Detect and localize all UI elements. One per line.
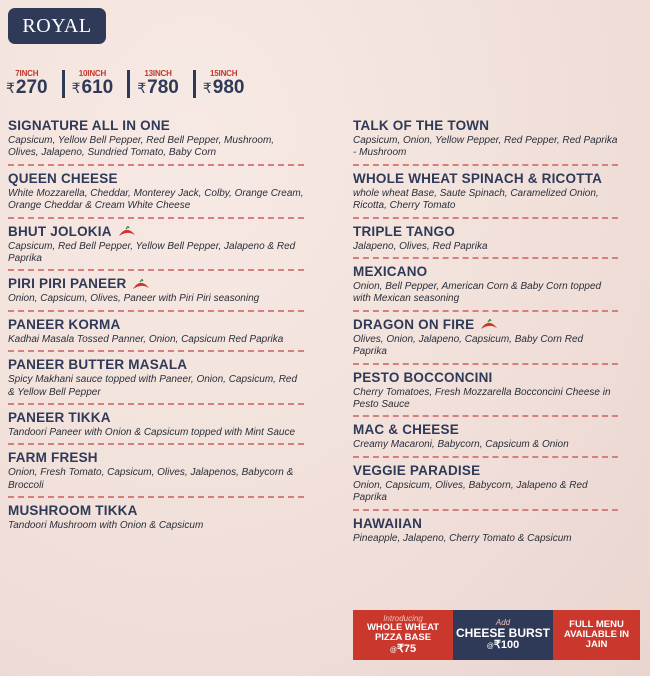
menu-item	[353, 516, 618, 549]
banner-intro: Add	[495, 617, 511, 627]
at-symbol: @	[389, 646, 397, 654]
menu-item	[353, 118, 618, 166]
menu-item	[8, 410, 304, 445]
menu-item	[8, 317, 304, 352]
price-amount: 980	[212, 77, 245, 98]
item-description: Tandoori Paneer with Onion & Capsicum topped with Mint Sauce	[8, 427, 296, 439]
chili-icon	[118, 226, 136, 237]
chili-icon	[132, 279, 150, 290]
item-name: DRAGON ON FIRE	[353, 316, 475, 332]
item-description: Onion, Capsicum, Olives, Babycorn, Jalapeno & Red Paprika	[353, 479, 588, 504]
item-name: TALK OF THE TOWN	[353, 118, 490, 133]
item-name: SIGNATURE ALL IN ONE	[8, 118, 171, 133]
item-description: Spicy Makhani sauce topped with Paneer, Onion, Capsicum, Red & Yellow Bell Pepper	[8, 374, 298, 398]
item-description: whole wheat Base, Saute Spinach, Caramelized Onion, Ricotta, Cherry Tomato	[353, 187, 599, 212]
banner-price: ₹100	[493, 638, 520, 651]
chili-icon	[480, 319, 498, 330]
item-description: Pineapple, Jalapeno, Cherry Tomato & Capsicum	[353, 532, 572, 544]
divider	[193, 70, 196, 98]
menu-item	[8, 357, 304, 405]
rupee-symbol: ₹	[137, 80, 147, 96]
item-description: Onion, Fresh Tomato, Capsicum, Olives, Jalapenos, Babycorn & Broccoli	[8, 467, 294, 491]
banner-title: CHEESE BURST	[455, 625, 550, 640]
item-description: Cherry Tomatoes, Fresh Mozzarella Bocconcini Cheese in Pesto Sauce	[353, 386, 611, 411]
menu-item	[353, 224, 618, 259]
menu-item	[8, 450, 304, 498]
item-name: PANEER TIKKA	[8, 410, 111, 426]
menu-item	[353, 317, 618, 365]
price-10-inch	[62, 69, 128, 98]
item-name: MAC & CHEESE	[353, 422, 459, 438]
item-name: VEGGIE PARADISE	[353, 462, 481, 478]
price-7-inch	[6, 69, 62, 98]
item-name: BHUT JOLOKIA	[8, 223, 112, 239]
cheese-burst-banner	[453, 610, 553, 660]
item-name: PIRI PIRI PANEER	[8, 276, 127, 292]
item-name: TRIPLE TANGO	[353, 223, 455, 239]
item-description: Capsicum, Red Bell Pepper, Yellow Bell Pepper, Jalapeno & Red Paprika	[8, 240, 296, 265]
banner-title: FULL MENU AVAILABLE IN JAIN	[563, 619, 630, 650]
rupee-symbol: ₹	[71, 80, 81, 96]
menu-item	[8, 171, 304, 219]
item-description: Onion, Capsicum, Olives, Paneer with Piri Piri seasoning	[8, 293, 260, 305]
item-description: Olives, Onion, Jalapeno, Capsicum, Baby Corn Red Paprika	[353, 333, 584, 358]
menu-item	[8, 118, 304, 166]
item-name: PESTO BOCCONCINI	[353, 369, 493, 385]
item-description: Creamy Macaroni, Babycorn, Capsicum & Onion	[353, 439, 569, 451]
size-label: 10INCH	[78, 69, 107, 78]
whole-wheat-banner	[353, 610, 453, 660]
menu-item	[353, 463, 618, 511]
rupee-symbol: ₹	[202, 80, 212, 96]
price-amount: 270	[15, 77, 48, 98]
price-amount: 610	[81, 77, 114, 98]
price-13-inch	[127, 69, 193, 98]
at-symbol: @	[486, 642, 494, 650]
item-description: Onion, Bell Pepper, American Corn & Baby Corn topped with Mexican seasoning	[353, 281, 602, 305]
menu-item	[353, 370, 618, 418]
rupee-symbol: ₹	[6, 80, 15, 96]
menu-column-left	[8, 118, 304, 542]
price-row	[6, 64, 259, 98]
menu-item	[353, 171, 618, 219]
menu-column-right	[353, 118, 618, 554]
price-amount: 780	[147, 77, 179, 98]
banner-title: WHOLE WHEAT PIZZA BASE	[366, 621, 440, 643]
price-15-inch	[193, 69, 259, 98]
menu-item	[8, 224, 304, 272]
item-description: Tandoori Mushroom with Onion & Capsicum	[8, 520, 204, 532]
item-name: PANEER KORMA	[8, 316, 121, 332]
item-description: Jalapeno, Olives, Red Paprika	[353, 240, 488, 252]
item-name: HAWAIIAN	[353, 515, 423, 531]
size-label: 15INCH	[210, 69, 238, 78]
banner-intro: Introducing	[383, 613, 423, 623]
menu-item	[353, 422, 618, 457]
item-description: Kadhai Masala Tossed Panner, Onion, Capsicum Red Paprika	[8, 333, 284, 345]
item-name: PANEER BUTTER MASALA	[8, 357, 188, 373]
item-name: MEXICANO	[353, 264, 428, 280]
item-name: FARM FRESH	[8, 450, 98, 466]
menu-item	[353, 264, 618, 312]
category-badge: ROYAL	[8, 8, 106, 44]
item-description: Capsicum, Yellow Bell Pepper, Red Bell Pepper, Mushroom, Olives, Jalapeno, Sundried Tomato, Baby Corn	[8, 135, 275, 159]
item-name: MUSHROOM TIKKA	[8, 503, 138, 519]
menu-item	[8, 276, 304, 311]
divider	[127, 70, 130, 98]
item-name: WHOLE WHEAT SPINACH & RICOTTA	[353, 170, 603, 186]
size-label: 13INCH	[144, 69, 172, 78]
size-label: 7INCH	[15, 69, 39, 78]
menu-item	[8, 503, 304, 536]
item-description: White Mozzarella, Cheddar, Monterey Jack, Colby, Orange Cream, Orange Cheddar & Cream White Cheese	[8, 187, 304, 212]
item-name: QUEEN CHEESE	[8, 170, 118, 186]
jain-menu-banner	[553, 610, 640, 660]
item-description: Capsicum, Onion, Yellow Pepper, Red Pepper, Red Paprika - Mushroom	[353, 135, 618, 159]
banner-price: ₹75	[396, 642, 417, 655]
divider	[62, 70, 65, 98]
